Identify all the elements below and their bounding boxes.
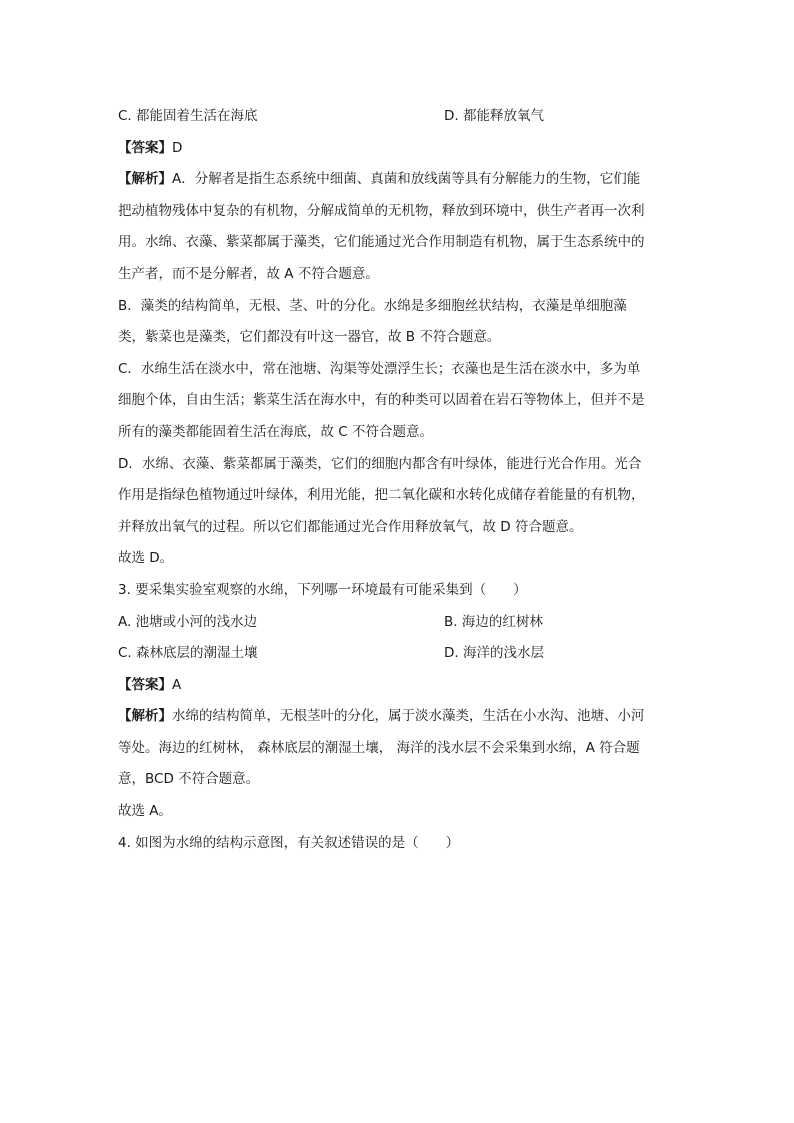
q2-answer-label: 【答案】 [118,139,172,156]
q3-analysis-line-1: 等处。海边的红树林， 森林底层的潮湿土壤， 海洋的浅水层不会采集到水绵，A 符合题 [118,739,640,756]
q2-analysis-line-1: 把动植物残体中复杂的有机物，分解成简单的无机物，释放到环境中，供生产者再一次利 [118,202,645,219]
q2-analysis-label: 【解析】 [118,171,172,188]
page-content [118,101,678,859]
q3-options-row-cd [118,638,678,670]
q2-analysis-line-8: 所有的藻类都能固着生活在海底，故 C 不符合题意。 [118,423,434,440]
q2-analysis-line-5: 类，紫菜也是藻类，它们都没有叶这一器官，故 B 不符合题意。 [118,329,501,346]
q3-option-d: D. 海洋的浅水层 [444,645,544,662]
q2-analysis-line-2: 用。水绵、衣藻、紫菜都属于藻类，它们能通过光合作用制造有机物，属于生态系统中的 [118,234,645,251]
q2-analysis-line-6: C．水绵生活在淡水中，常在池塘、沟渠等处漂浮生长；衣藻也是生活在淡水中，多为单 [118,360,641,377]
q2-answer [118,133,678,165]
q3-analysis-text-0: 水绵的结构简单，无根茎叶的分化，属于淡水藻类，生活在小水沟、池塘、小河 [172,708,645,725]
q3-stem: 3. 要采集实验室观察的水绵，下列哪一环境最有可能采集到（ ） [118,581,527,598]
q3-option-a: A. 池塘或小河的浅水边 [118,613,258,630]
q2-analysis-line-9: D．水绵、衣藻、紫菜都属于藻类，它们的细胞内都含有叶绿体，能进行光合作用。光合 [118,455,642,472]
q2-analysis-line-10: 作用是指绿色植物通过叶绿体，利用光能，把二氧化碳和水转化成储存着能量的有机物， [118,487,645,504]
q2-conclusion: 故选 D。 [118,550,174,567]
q2-analysis-line-7: 细胞个体，自由生活；紫菜生活在海水中，有的种类可以固着在岩石等物体上，但并不是 [118,392,645,409]
q2-analysis-text-0: A．分解者是指生态系统中细菌、真菌和放线菌等具有分解能力的生物，它们能 [172,171,641,188]
q2-analysis-line-0 [118,164,678,196]
q3-option-b: B. 海边的红树林 [444,613,543,630]
q3-answer-label: 【答案】 [118,676,172,693]
q2-options-row-cd [118,101,678,133]
q3-answer-value: A [172,676,182,693]
q3-answer [118,670,678,702]
q4-stem: 4. 如图为水绵的结构示意图，有关叙述错误的是（ ） [118,834,460,851]
q3-analysis-label: 【解析】 [118,708,172,725]
q3-analysis-line-2: 意，BCD 不符合题意。 [118,771,260,788]
q2-analysis-line-4: B．藻类的结构简单，无根、茎、叶的分化。水绵是多细胞丝状结构，衣藻是单细胞藻 [118,297,627,314]
q3-option-c: C. 森林底层的潮湿土壤 [118,645,258,662]
q3-analysis-line-0 [118,701,678,733]
q3-conclusion: 故选 A。 [118,803,173,820]
q2-option-d: D. 都能释放氧气 [444,108,544,124]
q2-analysis-line-11: 并释放出氧气的过程。所以它们都能通过光合作用释放氧气，故 D 符合题意。 [118,518,583,535]
q2-analysis-line-3: 生产者，而不是分解者，故 A 不符合题意。 [118,265,379,282]
q2-answer-value: D [172,139,183,156]
q2-option-c: C. 都能固着生活在海底 [118,108,258,124]
q3-options-row-ab [118,607,678,639]
